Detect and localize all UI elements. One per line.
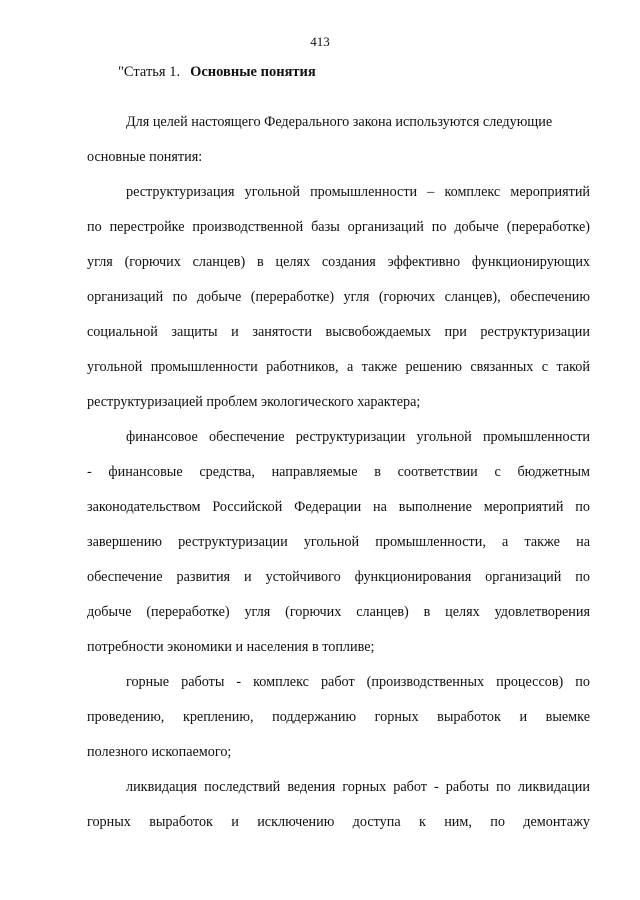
paragraph-line: законодательством Российской Федерации на выполнение мероприятий по bbox=[87, 499, 590, 515]
paragraph-line: угля (горючих сланцев) в целях создания эффективно функционирующих bbox=[87, 254, 590, 270]
paragraph-line: финансовое обеспечение реструктуризации угольной промышленности bbox=[126, 429, 590, 445]
article-title: Основные понятия bbox=[190, 64, 316, 80]
paragraph-line: основные понятия: bbox=[87, 149, 203, 165]
paragraph-line: социальной защиты и занятости высвобождаемых при реструктуризации bbox=[87, 324, 590, 340]
paragraph-line: горные работы - комплекс работ (производственных процессов) по bbox=[126, 674, 590, 690]
paragraph-line: проведению, креплению, поддержанию горных выработок и выемке bbox=[87, 709, 590, 725]
paragraph-line: угольной промышленности работников, а также решению связанных с такой bbox=[87, 359, 590, 375]
paragraph-line: реструктуризацией проблем экологического характера; bbox=[87, 394, 421, 410]
paragraph-line: организаций по добыче (переработке) угля (горючих сланцев), обеспечению bbox=[87, 289, 590, 305]
paragraph-line: - финансовые средства, направляемые в соответствии с бюджетным bbox=[87, 464, 590, 480]
paragraph-line: потребности экономики и населения в топливе; bbox=[87, 639, 375, 655]
page-number: 413 bbox=[310, 34, 330, 49]
article-heading bbox=[118, 64, 316, 81]
paragraph-line: обеспечение развития и устойчивого функционирования организаций по bbox=[87, 569, 590, 585]
paragraph-line: добыче (переработке) угля (горючих сланцев) в целях удовлетворения bbox=[87, 604, 590, 620]
paragraph-line: по перестройке производственной базы организаций по добыче (переработке) bbox=[87, 219, 590, 235]
paragraph-line: завершению реструктуризации угольной промышленности, а также на bbox=[87, 534, 590, 550]
article-number: "Статья 1. bbox=[118, 64, 181, 80]
paragraph-line: реструктуризация угольной промышленности – комплекс мероприятий bbox=[126, 184, 590, 200]
paragraph-line: Для целей настоящего Федерального закона используются следующие bbox=[126, 114, 553, 130]
paragraph-line: полезного ископаемого; bbox=[87, 744, 232, 760]
paragraph-line: ликвидация последствий ведения горных работ - работы по ликвидации bbox=[126, 779, 590, 795]
paragraph-line: горных выработок и исключению доступа к ним, по демонтажу bbox=[87, 814, 590, 830]
